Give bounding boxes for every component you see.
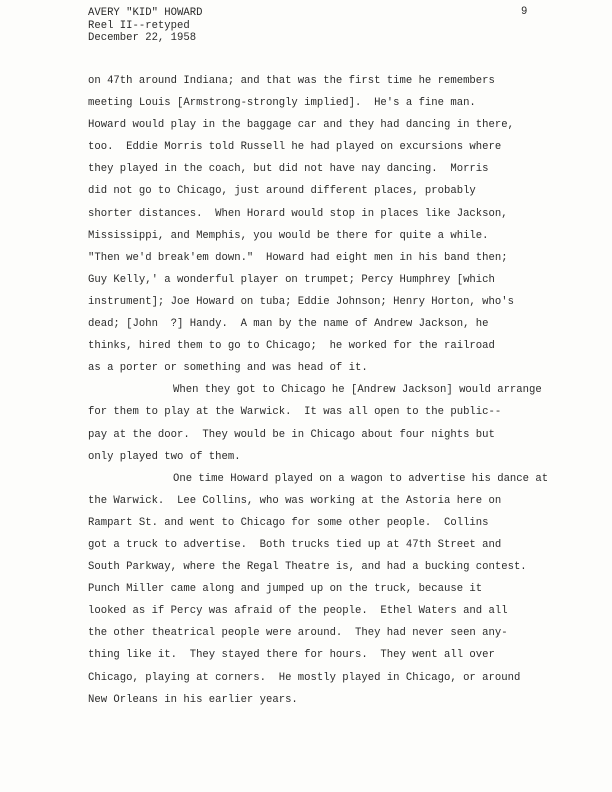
text-line: Chicago, playing at corners. He mostly played in Chicago, or around (88, 671, 521, 684)
text-line: Punch Miller came along and jumped up on the truck, because it (88, 583, 483, 596)
text-line: did not go to Chicago, just around different places, probably (88, 185, 476, 198)
document-header (88, 7, 202, 45)
header-reel: Reel II--retyped (88, 19, 190, 32)
text-line: too. Eddie Morris told Russell he had played on excursions where (88, 141, 502, 154)
text-line: New Orleans in his earlier years. (88, 693, 298, 706)
text-line: "Then we'd break'em down." Howard had eight men in his band then; (88, 251, 508, 264)
text-line: got a truck to advertise. Both trucks tied up at 47th Street and (88, 538, 502, 551)
header-date: December 22, 1958 (88, 32, 197, 44)
text-line: Mississippi, and Memphis, you would be there for quite a while. (88, 229, 489, 242)
text-line: looked as if Percy was afraid of the people. Ethel Waters and all (88, 605, 508, 618)
text-line: thing like it. They stayed there for hours. They went all over (88, 649, 495, 662)
text-line: meeting Louis [Armstrong-strongly implied]. He's a fine man. (88, 97, 476, 110)
text-line: Guy Kelly,' a wonderful player on trumpet; Percy Humphrey [which (88, 273, 495, 286)
text-line: only played two of them. (88, 450, 241, 463)
text-line: Howard would play in the baggage car and they had dancing in there, (88, 119, 514, 132)
text-line: thinks, hired them to go to Chicago; he worked for the railroad (88, 340, 495, 353)
text-line: pay at the door. They would be in Chicago about four nights but (88, 428, 495, 441)
text-line: the Warwick. Lee Collins, who was working at the Astoria here on (88, 494, 502, 507)
text-line: dead; [John ?] Handy. A man by the name of Andrew Jackson, he (88, 318, 489, 331)
page-number: 9 (521, 6, 528, 18)
text-line: the other theatrical people were around. They had never seen any- (88, 627, 508, 640)
text-line: for them to play at the Warwick. It was all open to the public-- (88, 406, 502, 419)
text-line: they played in the coach, but did not have nay dancing. Morris (88, 163, 489, 176)
text-line: shorter distances. When Horard would stop in places like Jackson, (88, 207, 508, 220)
text-line: Rampart St. and went to Chicago for some other people. Collins (88, 516, 489, 529)
text-line: South Parkway, where the Regal Theatre is, and had a bucking contest. (88, 561, 527, 574)
text-line: on 47th around Indiana; and that was the first time he remembers (88, 75, 495, 87)
text-line: instrument]; Joe Howard on tuba; Eddie Johnson; Henry Horton, who's (88, 295, 514, 308)
paragraph-first-line: One time Howard played on a wagon to advertise his dance at (173, 472, 549, 485)
paragraph-first-line: When they got to Chicago he [Andrew Jackson] would arrange (173, 384, 542, 397)
transcript-body (88, 70, 558, 711)
text-line: as a porter or something and was head of it. (88, 362, 368, 375)
header-title: AVERY "KID" HOWARD (88, 7, 203, 19)
